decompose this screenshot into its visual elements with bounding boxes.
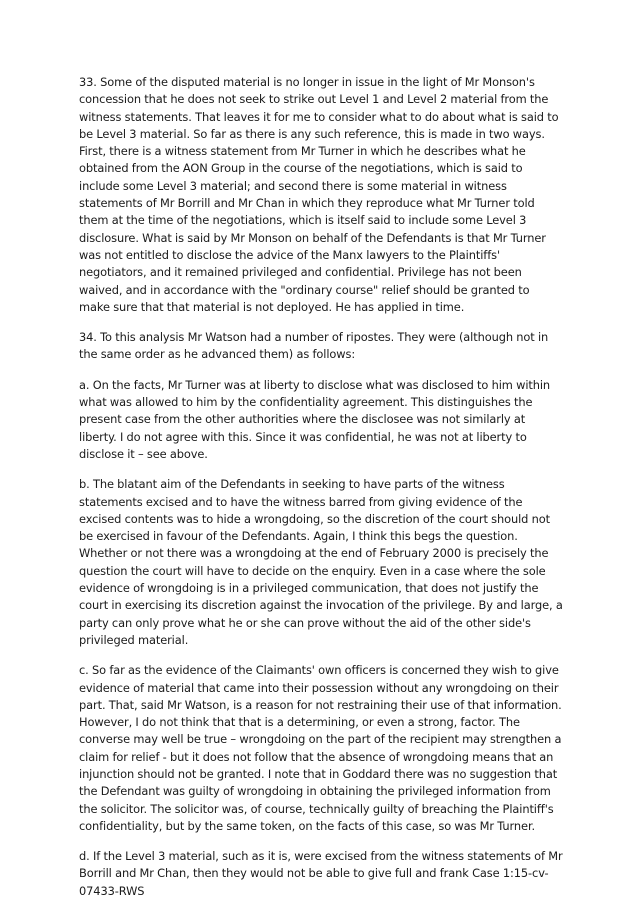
paragraph-34: 34. To this analysis Mr Watson had a number of ripostes. They were (although not in the same order as he advanced them) as follows:: [79, 330, 549, 362]
paragraph-33: 33. Some of the disputed material is no longer in issue in the light of Mr Monson's concession that he does not seek to strike out Level 1 and Level 2 material from the witness statements. That leaves it for me to consider what to do about what is said to be Level 3 material. So far as there is any such reference, this is made in two ways. First, there is a witness statement from Mr Turner in which he describes what he obtained from the AON Group in the course of the negotiations, which is said to include some Level 3 material; and second there is some material in witness statements of Mr Borrill and Mr Chan in which they reproduce what Mr Turner told them at the time of the negotiations, which is itself said to include some Level 3 disclosure. What is said by Mr Monson on behalf of the Defendants is that Mr Turner was not entitled to disclose the advice of the Manx lawyers to the Plaintiffs' negotiators, and it remained privileged and confidential. Privilege has not been waived, and in accordance with the "ordinary course" relief should be granted to make sure that that material is not deployed. He has applied in time.: [79, 75, 559, 314]
paragraph-d: d. If the Level 3 material, such as it is, were excised from the witness statements of Mr Borrill and Mr Chan, then they would not be able to give full and frank Case 1:15-cv-07433-RWS: [79, 849, 563, 898]
paragraph-a: a. On the facts, Mr Turner was at liberty to disclose what was disclosed to him within what was allowed to him by the confidentiality agreement. This distinguishes the present case from the other authorities where the disclosee was not similarly at liberty. I do not agree with this. Since it was confidential, he was not at liberty to disclose it – see above.: [79, 377, 551, 461]
document-body: [79, 74, 563, 913]
paragraph-c: c. So far as the evidence of the Claimants' own officers is concerned they wish to give evidence of material that came into their possession without any wrongdoing on their part. That, said Mr Watson, is a reason for not restraining their use of that information. However, I do not think that that is a determining, or even a strong, factor. The converse may well be true – wrongdoing on the part of the recipient may strengthen a claim for relief - but it does not follow that the absence of wrongdoing means that an injunction should not be granted. I note that in Goddard there was no suggestion that the Defendant was guilty of wrongdoing in obtaining the privileged information from the solicitor. The solicitor was, of course, technically guilty of breaching the Plaintiff's confidentiality, but by the same token, on the facts of this case, so was Mr Turner.: [79, 663, 562, 833]
paragraph-b: b. The blatant aim of the Defendants in seeking to have parts of the witness statements excised and to have the witness barred from giving evidence of the excised contents was to hide a wrongdoing, so the discretion of the court should not be exercised in favour of the Defendants. Again, I think this begs the question. Whether or not there was a wrongdoing at the end of February 2000 is precisely the question the court will have to decide on the enquiry. Even in a case where the sole evidence of wrongdoing is in a privileged communication, that does not justify the court in exercising its discretion against the invocation of the privilege. By and large, a party can only prove what he or she can prove without the aid of the other side's privileged material.: [79, 477, 563, 647]
